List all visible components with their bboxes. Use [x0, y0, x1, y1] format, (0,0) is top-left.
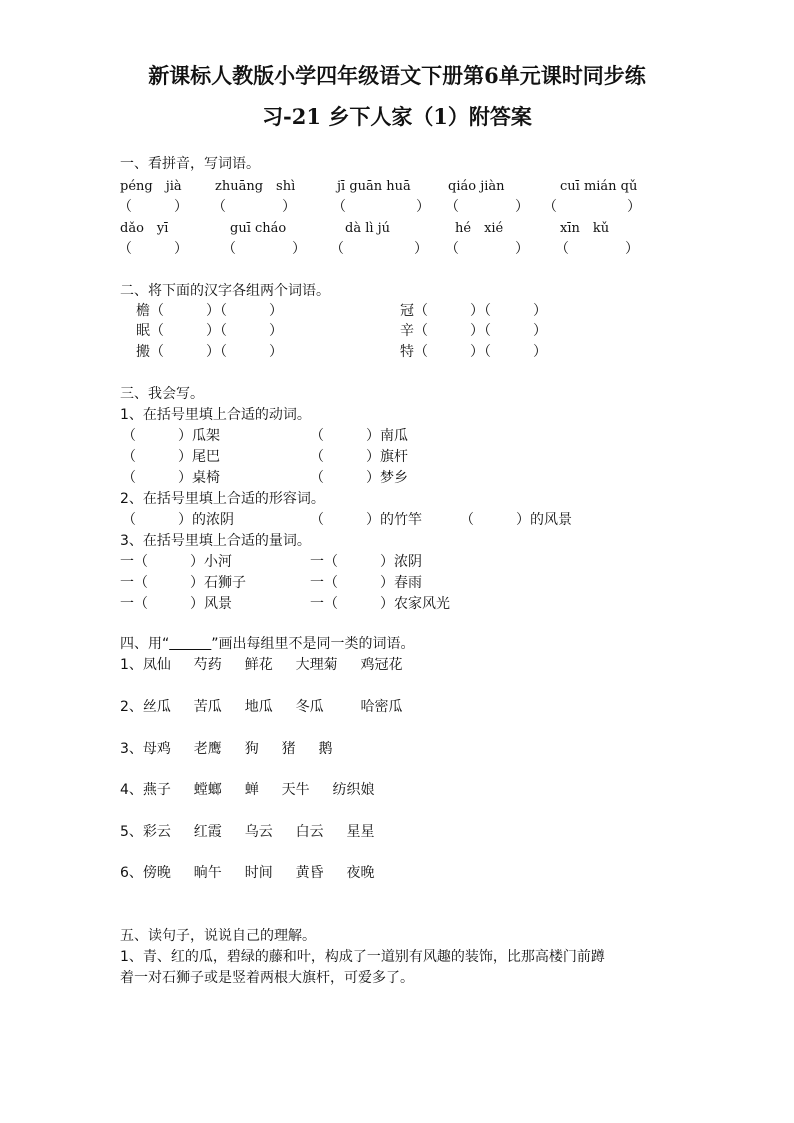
section-3-heading: 三、我会写。 [120, 386, 204, 402]
pinyin: dǎo yī [120, 221, 169, 236]
word-group: 3、母鸡 老鹰 狗 猪 鹅 [120, 741, 333, 757]
word-group-item: 冠（ ）（ ） [400, 303, 547, 319]
pinyin: péng jià [120, 179, 182, 194]
subquestion-2: 2、在括号里填上合适的形容词。 [120, 491, 325, 507]
answer-blank: （ ） [330, 241, 428, 257]
pinyin: zhuāng shì [215, 179, 296, 194]
subquestion-3: 3、在括号里填上合适的量词。 [120, 533, 311, 549]
word-group: 6、傍晚 晌午 时间 黄昏 夜晚 [120, 865, 375, 881]
fill-item: （ ）南瓜 [310, 428, 408, 444]
underline-sample: ＿＿＿ [169, 636, 212, 652]
subquestion-1: 1、在括号里填上合适的动词。 [120, 407, 311, 423]
pinyin: qiáo jiàn [448, 179, 505, 194]
answer-blank: （ ） [555, 241, 639, 257]
fill-item: 一（ ）春雨 [310, 575, 422, 591]
heading-part: ”画出每组里不是同一类的词语。 [211, 636, 415, 652]
word-group-item: 搬（ ）（ ） [136, 344, 283, 360]
answer-blank: （ ） [445, 241, 529, 257]
sentence-line: 1、青、红的瓜，碧绿的藤和叶，构成了一道别有风趣的装饰，比那高楼门前蹲 [120, 949, 605, 965]
answer-blank: （ ） [332, 199, 430, 215]
answer-blank: （ ） [118, 199, 188, 215]
fill-item: （ ）瓜架 [122, 428, 220, 444]
word-group-item: 特（ ）（ ） [400, 344, 547, 360]
word-group-item: 檐（ ）（ ） [136, 303, 283, 319]
word-group: 1、凤仙 芍药 鲜花 大理菊 鸡冠花 [120, 657, 403, 673]
answer-blank: （ ） [445, 199, 529, 215]
section-4-heading [120, 635, 415, 653]
fill-item: 一（ ）石狮子 [120, 575, 246, 591]
fill-item: 一（ ）浓阴 [310, 554, 422, 570]
answer-blank: （ ） [543, 199, 641, 215]
title-line-1: 新课标人教版小学四年级语文下册第6单元课时同步练 [148, 63, 646, 88]
answer-blank: （ ） [212, 199, 296, 215]
fill-item: （ ）梦乡 [310, 470, 408, 486]
fill-item: （ ）的竹竿 [310, 512, 422, 528]
sentence-line: 着一对石狮子或是竖着两根大旗杆，可爱多了。 [120, 970, 414, 986]
answer-blank: （ ） [222, 241, 306, 257]
word-group-item: 辛（ ）（ ） [400, 323, 547, 339]
section-5-heading: 五、读句子，说说自己的理解。 [120, 928, 316, 944]
word-group: 2、丝瓜 苦瓜 地瓜 冬瓜 哈密瓜 [120, 699, 403, 715]
heading-part: 四、用“ [120, 636, 170, 652]
fill-item: 一（ ）风景 [120, 596, 232, 612]
pinyin: cuī mián qǔ [560, 179, 638, 194]
pinyin: dà lì jú [345, 221, 391, 236]
fill-item: （ ）的浓阴 [122, 512, 234, 528]
fill-item: （ ）桌椅 [122, 470, 220, 486]
pinyin: hé xié [455, 221, 504, 236]
fill-item: 一（ ）农家风光 [310, 596, 450, 612]
pinyin: guī cháo [230, 221, 287, 236]
word-group: 4、燕子 螳螂 蝉 天牛 纺织娘 [120, 782, 375, 798]
answer-blank: （ ） [118, 241, 188, 257]
word-group-item: 眠（ ）（ ） [136, 323, 283, 339]
fill-item: （ ）旗杆 [310, 449, 408, 465]
pinyin: xīn kǔ [560, 221, 610, 236]
fill-item: 一（ ）小河 [120, 554, 232, 570]
section-1-heading: 一、看拼音，写词语。 [120, 156, 260, 172]
fill-item: （ ）的风景 [460, 512, 572, 528]
pinyin: jī guān huā [337, 179, 411, 194]
section-2-heading: 二、将下面的汉字各组两个词语。 [120, 283, 330, 299]
word-group: 5、彩云 红霞 乌云 白云 星星 [120, 824, 375, 840]
title-line-2: 习-21 乡下人家（1）附答案 [262, 104, 532, 129]
fill-item: （ ）尾巴 [122, 449, 220, 465]
